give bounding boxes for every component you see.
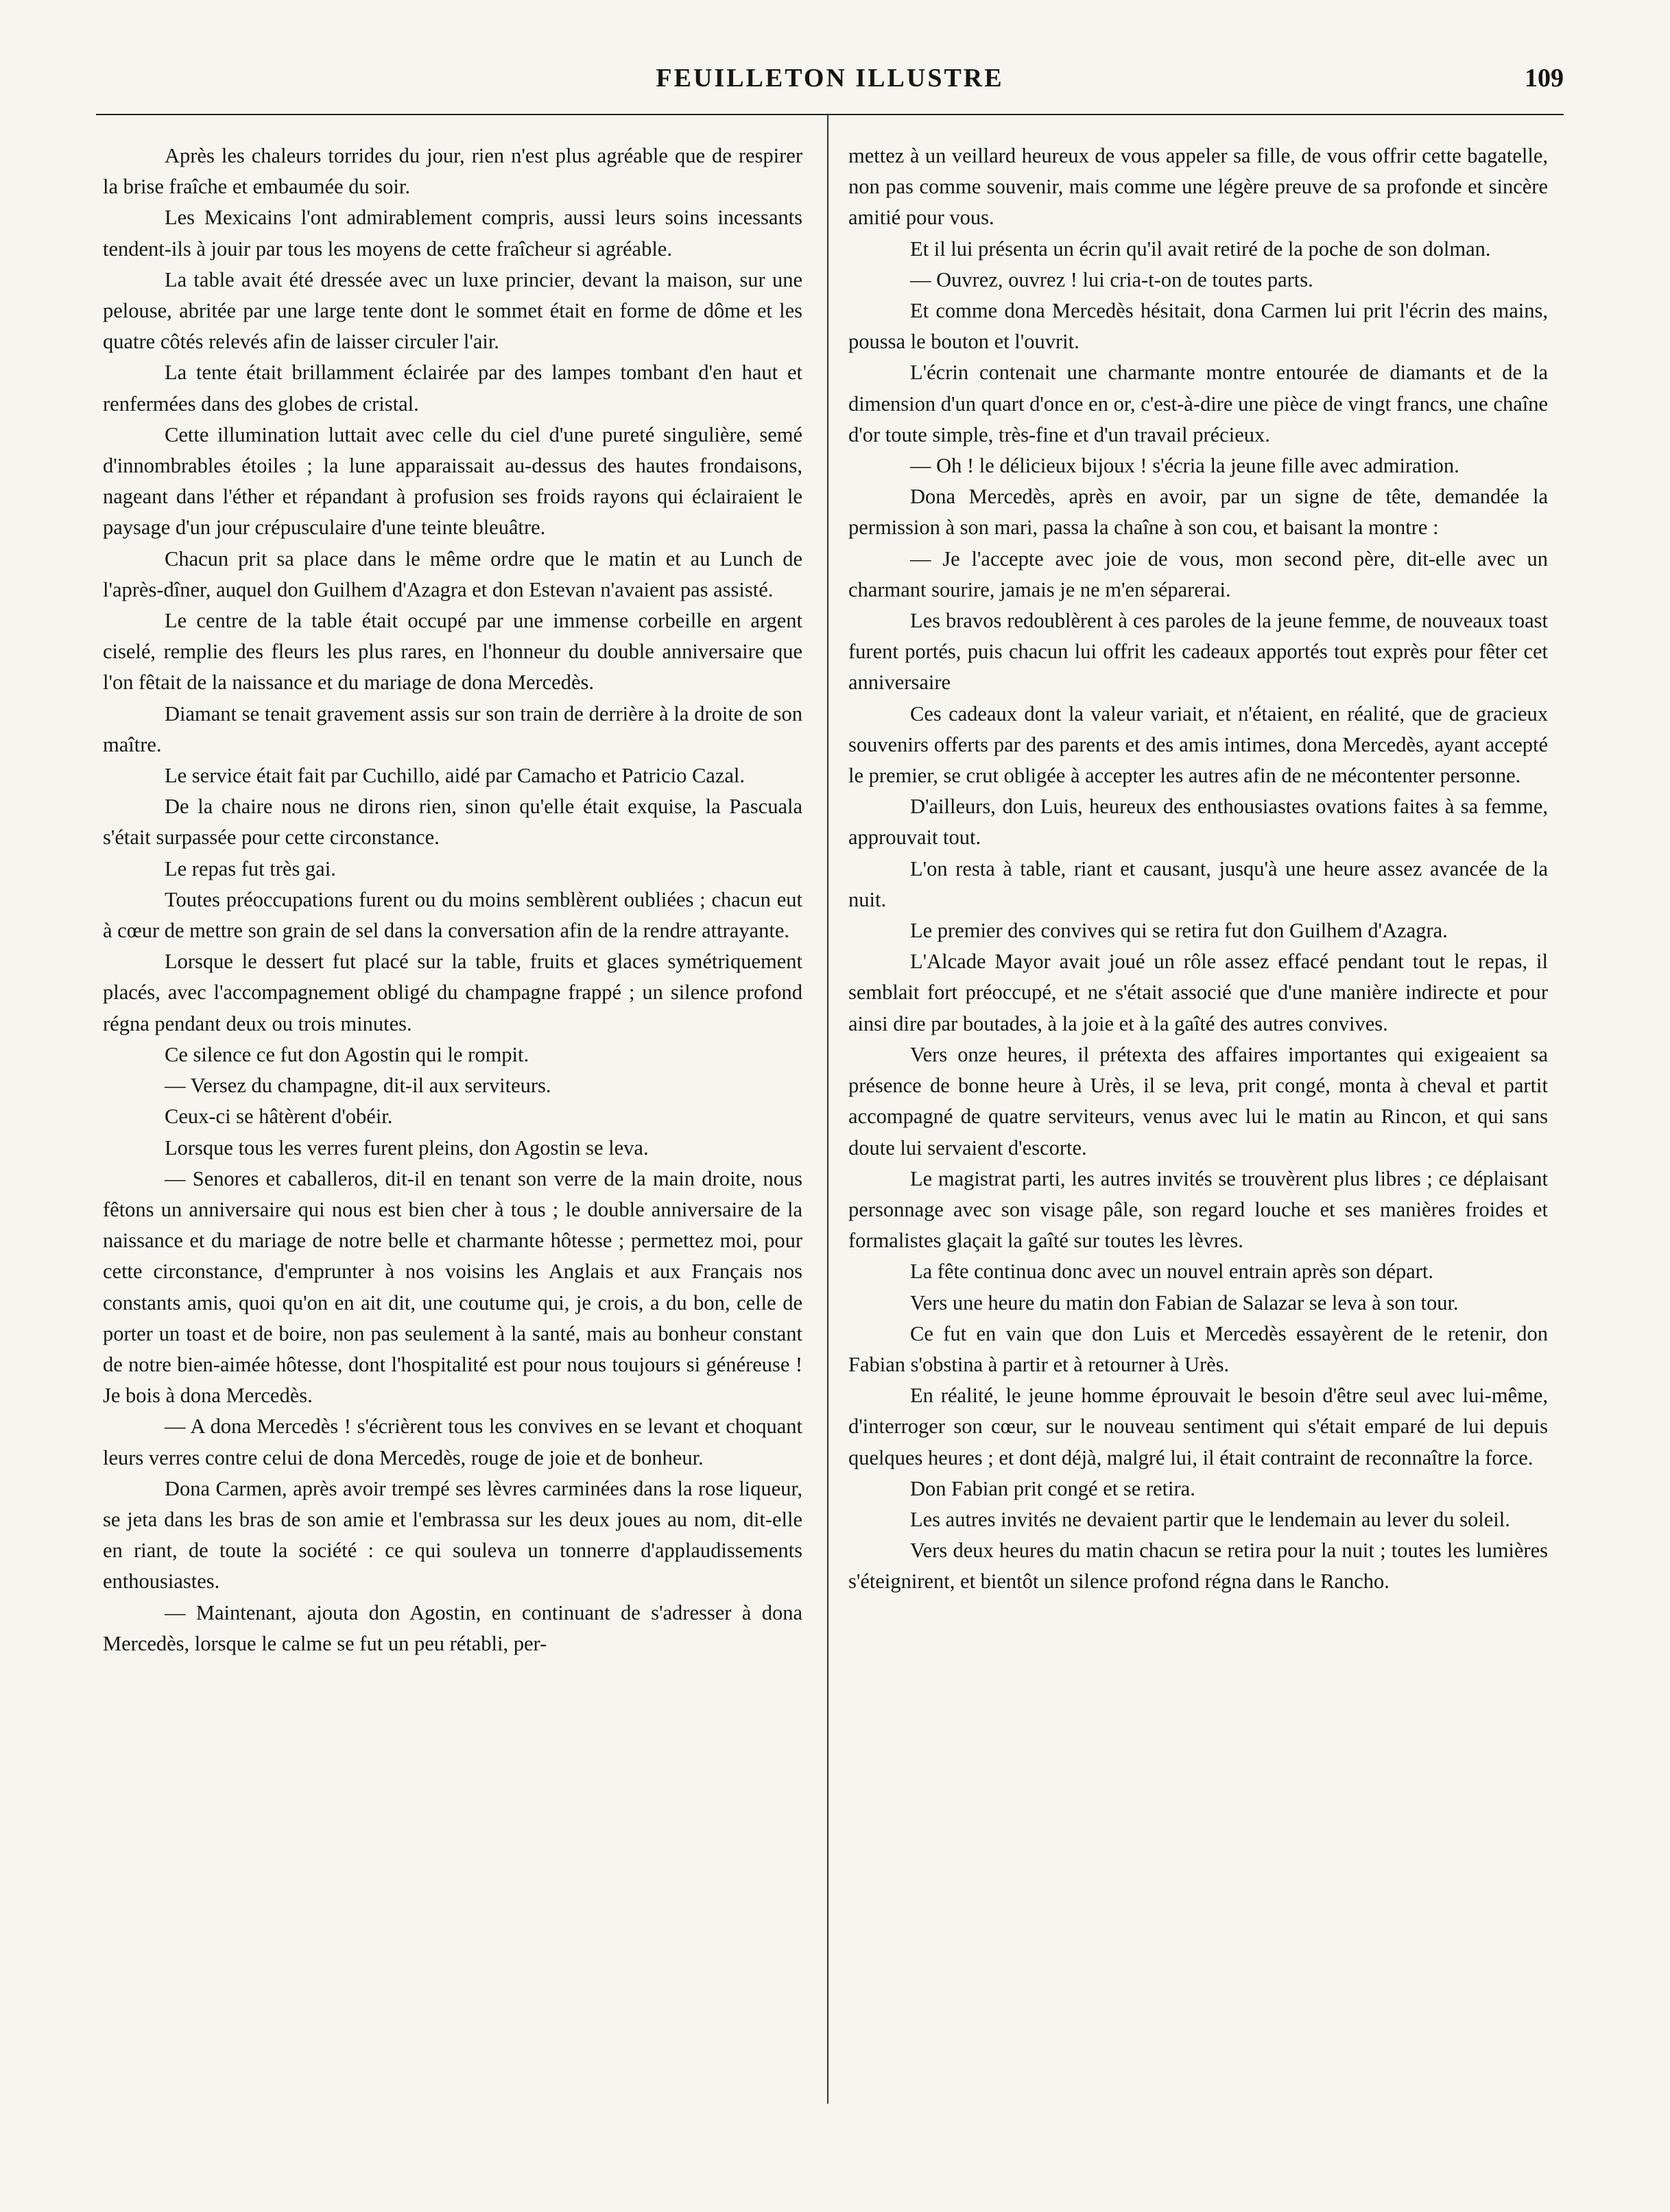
paragraph: La tente était brillamment éclairée par des lampes tombant d'en haut et renfermées dans des globes de cristal. — [103, 361, 802, 416]
paragraph: Le magistrat parti, les autres invités se trouvèrent plus libres ; ce déplaisant personnage avec son visage pâle, son regard louche et ses manières froides et formalistes glaçait la gaîté sur toutes les lèvres. — [848, 1166, 1548, 1253]
paragraph: Les Mexicains l'ont admirablement compris, aussi leurs soins incessants tendent-ils à jouir par tous les moyens de cette fraîcheur si agréable. — [103, 206, 802, 261]
paragraph: Les autres invités ne devaient partir que le lendemain au lever du soleil. — [910, 1507, 1510, 1531]
paragraph: Ceux-ci se hâtèrent d'obéir. — [165, 1105, 393, 1129]
left-column — [103, 141, 802, 1659]
paragraph: D'ailleurs, don Luis, heureux des enthousiastes ovations faites à sa femme, approuvait tout. — [848, 795, 1548, 850]
paragraph: Cette illumination luttait avec celle du ciel d'une pureté singulière, semé d'innombrables étoiles ; la lune apparaissait au-dessus des hautes frondaisons, nageant dans l'éther et répandant à profusion ses froids rayons qui éclairaient le paysage d'un jour crépusculaire d'une teinte bleuâtre. — [103, 422, 802, 540]
paragraph: — Oh ! le délicieux bijoux ! s'écria la jeune fille avec admiration. — [910, 454, 1459, 478]
paragraph: Et comme dona Mercedès hésitait, dona Carmen lui prit l'écrin des mains, poussa le bouton et l'ouvrit. — [848, 299, 1548, 354]
paragraph: La fête continua donc avec un nouvel entrain après son départ. — [910, 1260, 1434, 1284]
right-column — [848, 141, 1548, 1598]
paragraph: Lorsque tous les verres furent pleins, don Agostin se leva. — [165, 1135, 649, 1159]
paragraph: Vers onze heures, il prétexta des affaires importantes qui exigeaient sa présence de bonne heure à Urès, il se leva, prit congé, monta à cheval et partit accompagné de quatre serviteurs, venus avec lui le matin au Rincon, et qui sans doute lui servaient d'escorte. — [848, 1042, 1548, 1159]
paragraph: Ce fut en vain que don Luis et Mercedès essayèrent de le retenir, don Fabian s'obstina à partir et à retourner à Urès. — [848, 1321, 1548, 1376]
paragraph: Après les chaleurs torrides du jour, rien n'est plus agréable que de respirer la brise fraîche et embaumée du soir. — [103, 144, 802, 199]
paragraph: Le service était fait par Cuchillo, aidé par Camacho et Patricio Cazal. — [165, 764, 745, 788]
paragraph: — Versez du champagne, dit-il aux serviteurs. — [165, 1074, 551, 1098]
paragraph: Le centre de la table était occupé par une immense corbeille en argent ciselé, remplie des fleurs les plus rares, en l'honneur du double anniversaire que l'on fêtait de la naissance et du mariage de dona Mercedès. — [103, 609, 802, 695]
paragraph: Lorsque le dessert fut placé sur la table, fruits et glaces symétriquement placés, avec l'accompagnement obligé du champagne frappé ; un silence profond régna pendant deux ou trois minutes. — [103, 950, 802, 1035]
column-divider — [827, 115, 828, 2104]
paragraph: Le repas fut très gai. — [165, 856, 336, 880]
paragraph: De la chaire nous ne dirons rien, sinon qu'elle était exquise, la Pascuala s'était surpassée pour cette circonstance. — [103, 795, 802, 850]
paragraph: Don Fabian prit congé et se retira. — [910, 1476, 1195, 1500]
paragraph: L'Alcade Mayor avait joué un rôle assez effacé pendant tout le repas, il semblait fort préoccupé, et ne s'était associé que d'une manière indirecte et pour ainsi dire par boutades, à la joie et à la gaîté des autres convives. — [848, 950, 1548, 1035]
paragraph: Vers une heure du matin don Fabian de Salazar se leva à son tour. — [910, 1290, 1459, 1314]
paragraph: Dona Carmen, après avoir trempé ses lèvres carminées dans la rose liqueur, se jeta dans les bras de son amie et l'embrassa sur les deux joues au nom, dit-elle en riant, de toute la société : ce qui souleva un tonnerre d'applaudissements enthousiastes. — [103, 1476, 802, 1594]
paragraph: mettez à un veillard heureux de vous appeler sa fille, de vous offrir cette bagatelle, non pas comme souvenir, mais comme une légère preuve de sa profonde et sincère amitié pour vous. — [848, 144, 1548, 230]
paragraph: — Maintenant, ajouta don Agostin, en continuant de s'adresser à dona Mercedès, lorsque le calme se fut un peu rétabli, per- — [103, 1600, 802, 1655]
paragraph: Ce silence ce fut don Agostin qui le rompit. — [165, 1042, 529, 1066]
paragraph: La table avait été dressée avec un luxe princier, devant la maison, sur une pelouse, abritée par une large tente dont le sommet était en forme de dôme et les quatre côtés relevés afin de laisser circuler l'air. — [103, 267, 802, 354]
page-header — [96, 63, 1564, 101]
paragraph: — Je l'accepte avec joie de vous, mon second père, dit-elle avec un charmant sourire, jamais je ne m'en séparerai. — [848, 546, 1548, 601]
paragraph: L'on resta à table, riant et causant, jusqu'à une heure assez avancée de la nuit. — [848, 856, 1548, 911]
paragraph: Diamant se tenait gravement assis sur son train de derrière à la droite de son maître. — [103, 701, 802, 756]
paragraph: L'écrin contenait une charmante montre entourée de diamants et de la dimension d'un quart d'once en or, c'est-à-dire une pièce de vingt francs, une chaîne d'or toute simple, très-fine et d'un travail précieux. — [848, 361, 1548, 446]
paragraph: — A dona Mercedès ! s'écrièrent tous les convives en se levant et choquant leurs verres contre celui de dona Mercedès, rouge de joie et de bonheur. — [103, 1415, 802, 1469]
paragraph: Dona Mercedès, après en avoir, par un signe de tête, demandée la permission à son mari, passa la chaîne à son cou, et baisant la montre : — [848, 485, 1548, 540]
page-number: 109 — [1525, 64, 1564, 93]
paragraph: — Ouvrez, ouvrez ! lui cria-t-on de toutes parts. — [910, 267, 1313, 291]
paragraph: Ces cadeaux dont la valeur variait, et n'étaient, en réalité, que de gracieux souvenirs offerts par des parents et des amis intimes, dona Mercedès, ayant accepté le premier, se crut obligée à accepter les autres afin de ne mécontenter personne. — [848, 701, 1548, 788]
paragraph: Et il lui présenta un écrin qu'il avait retiré de la poche de son dolman. — [910, 237, 1491, 261]
paragraph: Les bravos redoublèrent à ces paroles de la jeune femme, de nouveaux toast furent portés, puis chacun lui offrit les cadeaux apportés tout exprès pour fêter cet anniversaire — [848, 609, 1548, 695]
paragraph: Le premier des convives qui se retira fut don Guilhem d'Azagra. — [910, 919, 1448, 943]
paragraph: Toutes préoccupations furent ou du moins semblèrent oubliées ; chacun eut à cœur de mettre son grain de sel dans la conversation afin de la rendre attrayante. — [103, 887, 802, 943]
paragraph: Vers deux heures du matin chacun se retira pour la nuit ; toutes les lumières s'éteignirent, et bientôt un silence profond régna dans le Rancho. — [848, 1539, 1548, 1594]
header-rule — [96, 114, 1564, 115]
header-title: FEUILLETON ILLUSTRE — [656, 64, 1004, 93]
paragraph: En réalité, le jeune homme éprouvait le besoin d'être seul avec lui-même, d'interroger son cœur, sur le nouveau sentiment qui s'était emparé de lui depuis quelques heures ; et dont déjà, malgré lui, il était contraint de reconnaître la force. — [848, 1384, 1548, 1469]
paragraph: Chacun prit sa place dans le même ordre que le matin et au Lunch de l'après-dîner, auquel don Guilhem d'Azagra et don Estevan n'avaient pas assisté. — [103, 546, 802, 601]
paragraph: — Senores et caballeros, dit-il en tenant son verre de la main droite, nous fêtons un anniversaire qui nous est bien cher à tous ; le double anniversaire de la naissance et du mariage de notre belle et charmante hôtesse ; permettez moi, pour cette circonstance, d'emprunter à nos voisins les Anglais et aux Français nos constants amis, quoi qu'on en ait dit, une coutume qui, je crois, a du bon, celle de porter un toast et de boire, non pas seulement à la santé, mais au bonheur constant de notre bien-aimée hôtesse, dont l'hospitalité est pour nous toujours si généreuse ! Je bois à dona Mercedès. — [103, 1166, 802, 1408]
